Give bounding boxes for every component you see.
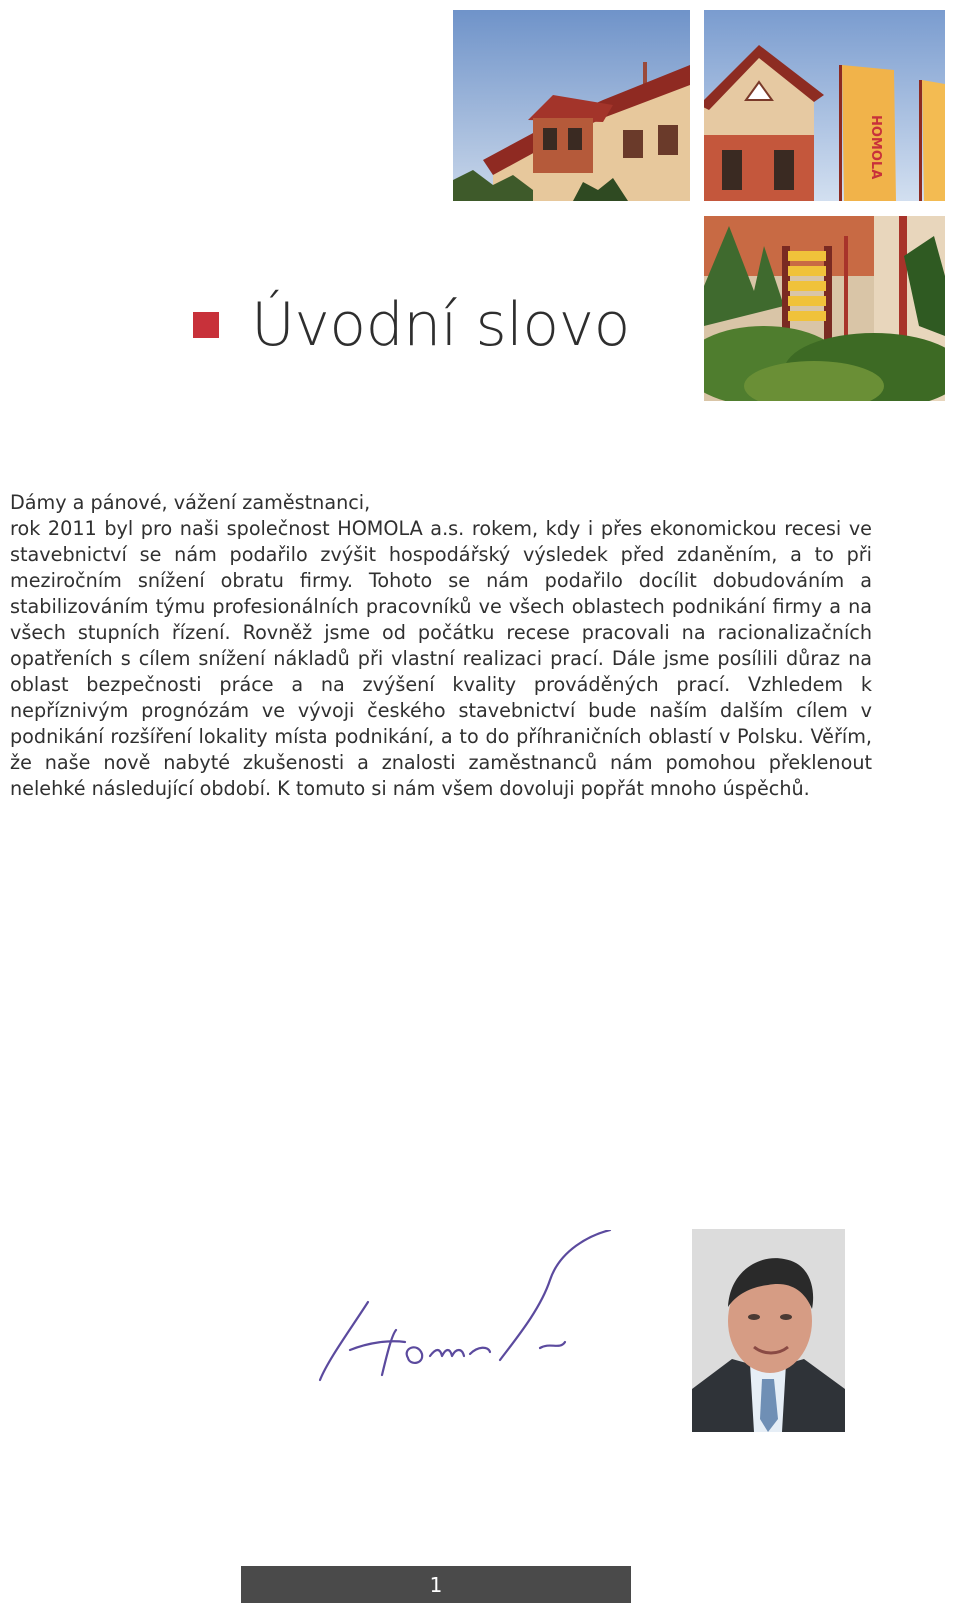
red-square-bullet-icon bbox=[193, 312, 219, 338]
flag-logo-text: HOMOLA bbox=[868, 115, 883, 180]
building-with-flags-photo bbox=[704, 10, 945, 201]
letter-paragraph: rok 2011 byl pro naši společnost HOMOLA a.s. rokem, kdy i přes ekonomickou recesi ve stavebnictví se nám podařilo zvýšit hospodářský výsledek před zdaněním, a to při meziročním snížení obratu firmy. Tohoto se nám podařilo docílit dobudováním a stabilizováním týmu profesionálních pracovníků ve všech oblastech podnikání firmy a na všech stupních řízení. Rovněž jsme od počátku recese pracovali na racionalizačních opatřeních s cílem snížení nákladů při vlastní realizaci prací. Dále jsme posílili důraz na oblast bezpečnosti práce a na zvýšení kvality prováděných prací. Vzhledem k nepříznivým prognózám ve vývoji českého stavebnictví bude naším dalším cílem v podnikání rozšíření lokality místa podnikání, a to do příhraničních oblastí v Polsku. Věřím, že naše nově nabyté zkušenosti a znalosti zaměstnanců nám pomohou překlenout nelehké následující období. K tomuto si nám všem dovoluji popřát mnoho úspěchů. bbox=[10, 517, 872, 800]
letter-body bbox=[10, 490, 872, 802]
letter-greeting: Dámy a pánové, vážení zaměstnanci, bbox=[10, 491, 371, 514]
page-heading bbox=[193, 285, 630, 365]
signpost-garden-photo bbox=[704, 216, 945, 401]
page-number: 1 bbox=[429, 1572, 443, 1597]
page-number-bar bbox=[241, 1566, 631, 1603]
handwritten-signature bbox=[310, 1230, 640, 1390]
building-roofs-photo bbox=[453, 10, 690, 201]
page-title: Úvodní slovo bbox=[251, 290, 630, 360]
portrait-photo bbox=[692, 1229, 845, 1432]
